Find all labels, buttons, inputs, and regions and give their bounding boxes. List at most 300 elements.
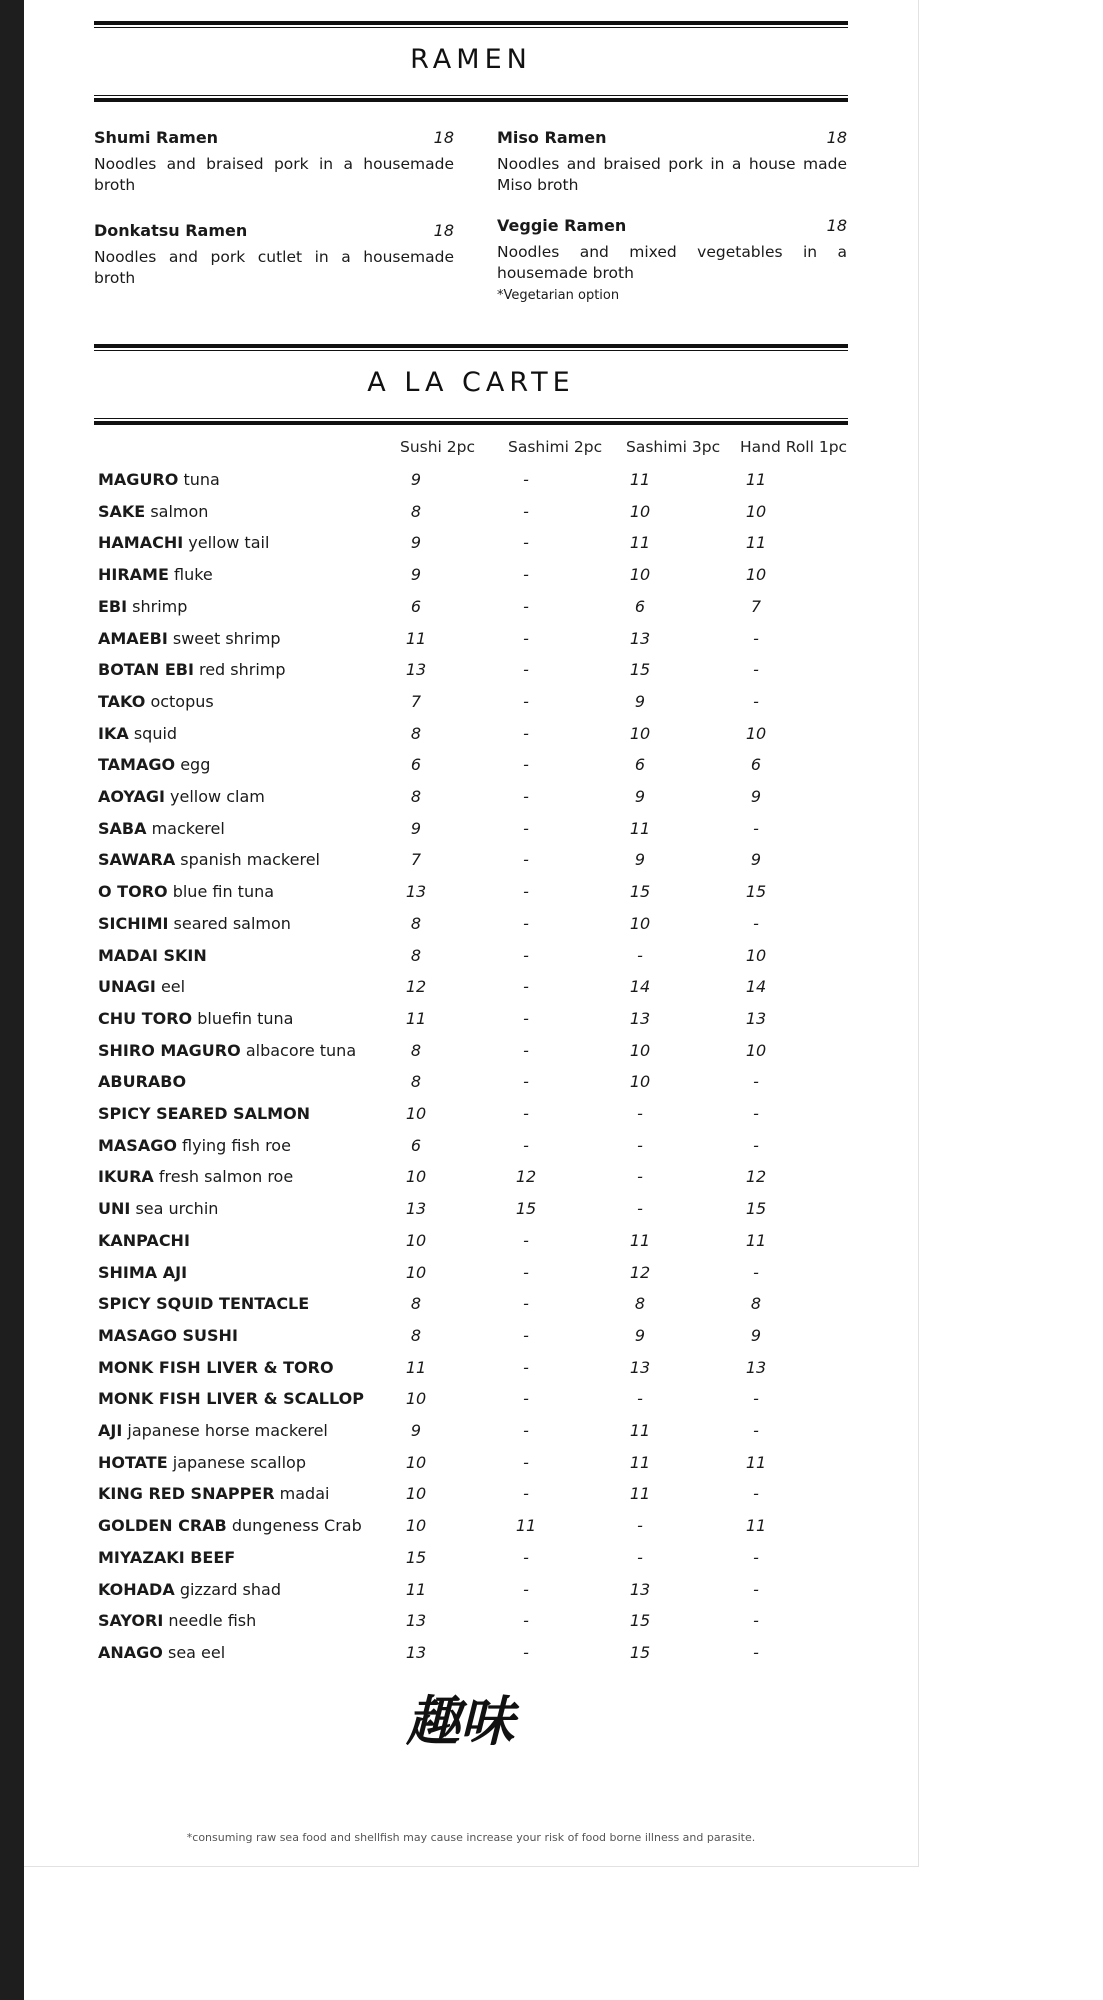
price-cell: - — [523, 850, 529, 870]
item-name-bold: SAWARA — [98, 850, 176, 870]
item-name-bold: SHIRO MAGURO — [98, 1040, 241, 1060]
price-cell: 11 — [405, 1579, 427, 1599]
ramen-desc: Noodles and mixed vegetables in a housemade broth — [497, 243, 847, 282]
price-cell: - — [523, 533, 529, 553]
item-name — [98, 724, 177, 743]
item-name-bold: KANPACHI — [98, 1230, 190, 1250]
ramen-price: 18 — [826, 128, 847, 147]
price-cell: - — [523, 1072, 529, 1092]
ramen-name: Miso Ramen — [497, 128, 607, 147]
item-name — [98, 1136, 291, 1155]
item-name-english: sea eel — [167, 1642, 226, 1662]
price-cell: 10 — [405, 1230, 427, 1250]
price-cell: - — [523, 1008, 529, 1028]
price-cell: 9 — [750, 850, 762, 870]
price-cell: 8 — [410, 723, 422, 743]
price-cell: 12 — [515, 1167, 537, 1187]
item-name-english: japanese horse mackerel — [127, 1421, 328, 1440]
table-row — [98, 977, 858, 1009]
price-cell: - — [637, 1389, 643, 1409]
price-cell: - — [523, 1389, 529, 1409]
price-cell: - — [523, 1262, 529, 1282]
item-name — [98, 946, 207, 965]
price-cell: - — [753, 1579, 759, 1599]
price-cell: 11 — [629, 1230, 651, 1250]
item-name-bold: SPICY SEARED SALMON — [98, 1104, 311, 1123]
ramen-item-miso — [497, 128, 847, 196]
price-cell: 15 — [745, 1199, 767, 1219]
ramen-title: RAMEN — [410, 44, 532, 75]
item-name — [98, 597, 187, 616]
price-cell: 9 — [410, 565, 422, 585]
price-cell: - — [523, 1040, 529, 1060]
item-name — [98, 914, 291, 933]
item-name-bold: O TORO — [98, 882, 168, 902]
item-name-bold: SAYORI — [98, 1611, 164, 1631]
item-name-bold: EBI — [98, 596, 128, 616]
item-name — [98, 1580, 281, 1599]
item-name-english: dungeness Crab — [231, 1516, 362, 1536]
item-name-bold: AOYAGI — [98, 787, 165, 806]
price-cell: 13 — [629, 1579, 651, 1599]
ramen-item-veggie — [497, 216, 847, 303]
table-row — [98, 533, 858, 565]
item-name-bold: HOTATE — [98, 1452, 168, 1472]
alacarte-rule — [94, 418, 848, 425]
price-cell: 13 — [405, 1642, 427, 1662]
price-cell: - — [523, 628, 529, 648]
price-cell: - — [753, 691, 759, 711]
item-name-bold: MADAI SKIN — [98, 945, 207, 965]
ramen-name: Donkatsu Ramen — [94, 221, 248, 240]
price-cell: 8 — [410, 1294, 422, 1314]
item-name-english: sea urchin — [135, 1199, 219, 1219]
table-row — [98, 755, 858, 787]
item-name — [98, 470, 220, 489]
price-cell: 10 — [745, 565, 767, 585]
price-cell: - — [523, 1579, 529, 1599]
item-name-english: salmon — [150, 501, 209, 521]
item-name — [98, 1231, 190, 1250]
item-name — [98, 755, 210, 774]
item-name-bold: SICHIMI — [98, 913, 169, 933]
price-cell: - — [523, 1611, 529, 1631]
price-cell: 9 — [634, 850, 646, 870]
price-cell: - — [523, 1547, 529, 1567]
price-cell: - — [523, 501, 529, 521]
item-name-english: sweet shrimp — [172, 628, 281, 648]
price-cell: 10 — [405, 1167, 427, 1187]
price-cell: - — [753, 1484, 759, 1504]
price-cell: 10 — [629, 723, 651, 743]
item-name-bold: ANAGO — [98, 1642, 163, 1662]
price-cell: 10 — [405, 1516, 427, 1536]
table-row — [98, 629, 858, 661]
item-name-bold: AJI — [98, 1421, 123, 1440]
table-row — [98, 1548, 858, 1580]
price-cell: 9 — [634, 787, 646, 806]
table-row — [98, 1072, 858, 1104]
price-cell: 13 — [405, 660, 427, 680]
price-cell: - — [637, 1167, 643, 1187]
item-name-bold: SABA — [98, 818, 147, 838]
item-name-english: flying fish roe — [182, 1135, 291, 1155]
item-name — [98, 660, 286, 679]
price-cell: - — [637, 1547, 643, 1567]
price-cell: 11 — [405, 1008, 427, 1028]
item-name — [98, 1453, 306, 1472]
price-cell: 10 — [629, 1040, 651, 1060]
ramen-price: 18 — [433, 221, 454, 240]
item-name-english: seared salmon — [173, 913, 291, 933]
price-cell: 10 — [405, 1484, 427, 1504]
vegetarian-note: *Vegetarian option — [497, 288, 620, 303]
price-cell: 6 — [634, 755, 646, 775]
price-cell: 10 — [405, 1104, 427, 1123]
ramen-name: Shumi Ramen — [94, 128, 219, 147]
price-cell: - — [523, 913, 529, 933]
item-name — [98, 1643, 225, 1662]
item-name-english: fresh salmon roe — [158, 1167, 294, 1187]
item-name — [98, 1326, 238, 1345]
price-cell: - — [523, 1421, 529, 1440]
item-name-english: needle fish — [168, 1611, 257, 1631]
price-cell: 13 — [629, 1357, 651, 1377]
price-cell: - — [523, 660, 529, 680]
item-name-bold: SAKE — [98, 501, 146, 521]
item-name — [98, 787, 265, 806]
item-name-bold: MIYAZAKI BEEF — [98, 1547, 236, 1567]
table-row — [98, 1231, 858, 1263]
price-cell: - — [637, 1516, 643, 1536]
price-cell: 13 — [405, 882, 427, 902]
table-row — [98, 850, 858, 882]
price-cell: 10 — [629, 501, 651, 521]
table-row — [98, 1294, 858, 1326]
price-cell: 11 — [629, 1421, 651, 1440]
shumi-calligraphy-logo — [370, 1686, 550, 1758]
price-cell: - — [523, 470, 529, 489]
item-name — [98, 1294, 309, 1313]
item-name-bold: ABURABO — [98, 1072, 187, 1092]
item-name — [98, 977, 185, 996]
raw-food-disclaimer: *consuming raw sea food and shellfish may cause increase your risk of food borne illness and parasite. — [186, 1831, 756, 1844]
price-cell: - — [523, 977, 529, 997]
ramen-desc: Noodles and braised pork in a house made Miso broth — [497, 155, 847, 194]
item-name-bold: SHIMA AJI — [98, 1262, 188, 1282]
price-cell: 7 — [410, 850, 422, 870]
price-cell: 11 — [745, 470, 767, 489]
price-cell: 15 — [515, 1199, 537, 1219]
alacarte-top-rule — [94, 344, 848, 351]
price-cell: 13 — [405, 1199, 427, 1219]
item-name — [98, 1041, 356, 1060]
item-name — [98, 1104, 310, 1123]
column-header-sushi-2pc: Sushi 2pc — [400, 438, 476, 456]
price-cell: - — [753, 1642, 759, 1662]
item-name — [98, 1167, 293, 1186]
ramen-price: 18 — [826, 216, 847, 235]
price-cell: 7 — [410, 691, 422, 711]
price-cell: 6 — [410, 596, 422, 616]
table-row — [98, 946, 858, 978]
price-cell: 7 — [750, 596, 762, 616]
price-cell: 15 — [629, 1611, 651, 1631]
item-name-bold: CHU TORO — [98, 1008, 193, 1028]
ramen-desc: Noodles and braised pork in a housemade broth — [94, 155, 454, 194]
price-cell: - — [523, 1452, 529, 1472]
price-cell: 11 — [745, 1452, 767, 1472]
price-cell: 8 — [634, 1294, 646, 1314]
price-cell: 9 — [634, 1325, 646, 1345]
column-header-sashimi-2pc: Sashimi 2pc — [508, 438, 603, 456]
table-row — [98, 724, 858, 756]
price-cell: 15 — [405, 1547, 427, 1567]
item-name-english: red shrimp — [198, 660, 286, 680]
item-name-bold: MONK FISH LIVER & TORO — [98, 1357, 334, 1377]
logo-text: 趣味 — [406, 1689, 514, 1753]
item-name-english: fluke — [174, 565, 213, 585]
price-cell: 8 — [410, 501, 422, 521]
item-name — [98, 882, 274, 901]
price-cell: 12 — [745, 1167, 767, 1187]
table-row — [98, 470, 858, 502]
table-row — [98, 1580, 858, 1612]
price-cell: 10 — [629, 565, 651, 585]
item-name — [98, 1421, 328, 1440]
price-cell: - — [753, 628, 759, 648]
table-row — [98, 1516, 858, 1548]
price-cell: 10 — [745, 945, 767, 965]
price-cell: - — [523, 691, 529, 711]
item-name-english: mackerel — [151, 818, 225, 838]
table-row — [98, 1104, 858, 1136]
price-cell: 10 — [629, 913, 651, 933]
price-cell: 10 — [745, 1040, 767, 1060]
price-cell: 8 — [410, 945, 422, 965]
item-name — [98, 1389, 364, 1408]
price-cell: 11 — [515, 1516, 537, 1536]
item-name — [98, 819, 225, 838]
item-name-english: spanish mackerel — [180, 850, 320, 870]
price-cell: 15 — [629, 1642, 651, 1662]
item-name-english: egg — [180, 755, 211, 775]
price-cell: 13 — [629, 1008, 651, 1028]
item-name-bold: AMAEBI — [98, 628, 168, 648]
price-cell: 8 — [410, 787, 422, 806]
price-cell: 10 — [405, 1452, 427, 1472]
table-row — [98, 565, 858, 597]
price-cell: - — [523, 1104, 529, 1123]
top-rule — [94, 21, 848, 28]
item-name-bold: BOTAN EBI — [98, 660, 194, 680]
price-cell: 11 — [405, 628, 427, 648]
table-row — [98, 1358, 858, 1390]
price-cell: 9 — [750, 1325, 762, 1345]
price-cell: 11 — [745, 1230, 767, 1250]
item-name-english: blue fin tuna — [172, 882, 275, 902]
price-cell: - — [637, 1199, 643, 1219]
price-cell: 15 — [629, 882, 651, 902]
table-row — [98, 1453, 858, 1485]
price-cell: 8 — [410, 1325, 422, 1345]
price-cell: 6 — [410, 1135, 422, 1155]
table-row — [98, 1136, 858, 1168]
item-name-bold: MASAGO SUSHI — [98, 1325, 238, 1345]
item-name-bold: IKA — [98, 723, 129, 743]
price-cell: 13 — [745, 1008, 767, 1028]
ramen-name: Veggie Ramen — [497, 216, 627, 235]
price-cell: 14 — [745, 977, 767, 997]
price-cell: - — [523, 1294, 529, 1314]
item-name-bold: MASAGO — [98, 1135, 177, 1155]
price-cell: 6 — [634, 596, 646, 616]
item-name — [98, 629, 281, 648]
item-name-bold: GOLDEN CRAB — [98, 1516, 227, 1536]
table-row — [98, 692, 858, 724]
price-cell: - — [753, 818, 759, 838]
price-cell: - — [523, 787, 529, 806]
price-cell: 11 — [629, 818, 651, 838]
item-name-english: eel — [160, 977, 186, 997]
price-cell: - — [523, 1642, 529, 1662]
item-name — [98, 1611, 256, 1630]
item-name — [98, 502, 208, 521]
table-row — [98, 787, 858, 819]
price-cell: 14 — [629, 977, 651, 997]
ramen-rule — [94, 95, 848, 102]
price-cell: 11 — [629, 470, 651, 489]
price-cell: - — [523, 565, 529, 585]
price-cell: 9 — [410, 470, 422, 489]
item-name-bold: SPICY SQUID TENTACLE — [98, 1294, 310, 1314]
price-cell: - — [753, 913, 759, 933]
table-row — [98, 1199, 858, 1231]
item-name-bold: UNAGI — [98, 977, 156, 997]
item-name — [98, 1263, 187, 1282]
table-row — [98, 502, 858, 534]
price-cell: - — [523, 596, 529, 616]
price-cell: 12 — [405, 977, 427, 997]
price-cell: - — [523, 723, 529, 743]
price-cell: 8 — [750, 1294, 762, 1314]
item-name-english: squid — [133, 723, 178, 743]
price-cell: - — [753, 1547, 759, 1567]
item-name-bold: KOHADA — [98, 1579, 175, 1599]
price-cell: - — [523, 882, 529, 902]
item-name-bold: UNI — [98, 1199, 131, 1219]
price-cell: 10 — [405, 1389, 427, 1409]
price-cell: - — [637, 945, 643, 965]
price-cell: 11 — [405, 1357, 427, 1377]
price-cell: 11 — [629, 1484, 651, 1504]
price-cell: - — [523, 755, 529, 775]
table-row — [98, 1326, 858, 1358]
price-cell: 9 — [750, 787, 762, 806]
item-name-english: gizzard shad — [179, 1579, 281, 1599]
item-name — [98, 1484, 329, 1503]
price-cell: 6 — [410, 755, 422, 775]
item-name-english: tuna — [183, 470, 220, 489]
price-cell: - — [523, 945, 529, 965]
price-cell: 11 — [629, 533, 651, 553]
item-name-bold: HIRAME — [98, 565, 169, 585]
price-cell: 6 — [750, 755, 762, 775]
price-cell: - — [753, 1389, 759, 1409]
price-cell: 15 — [745, 882, 767, 902]
item-name-english: yellow tail — [188, 533, 270, 553]
column-header-sashimi-3pc: Sashimi 3pc — [626, 438, 721, 456]
item-name-bold: HAMACHI — [98, 533, 184, 553]
price-cell: 9 — [410, 1421, 422, 1440]
item-name — [98, 533, 269, 552]
price-cell: - — [523, 1325, 529, 1345]
price-cell: - — [753, 1262, 759, 1282]
price-cell: - — [637, 1135, 643, 1155]
price-cell: 9 — [634, 691, 646, 711]
table-row — [98, 1643, 858, 1675]
table-row — [98, 1389, 858, 1421]
price-cell: 8 — [410, 1072, 422, 1092]
price-cell: 10 — [405, 1262, 427, 1282]
item-name — [98, 1548, 235, 1567]
price-cell: 15 — [629, 660, 651, 680]
price-cell: - — [523, 1357, 529, 1377]
item-name-bold: MAGURO — [98, 470, 179, 489]
alacarte-title: A LA CARTE — [367, 367, 575, 398]
item-name — [98, 1516, 362, 1535]
item-name-bold: TAKO — [98, 691, 146, 711]
price-cell: - — [753, 1135, 759, 1155]
price-cell: - — [753, 1104, 759, 1123]
price-cell: 8 — [410, 1040, 422, 1060]
table-row — [98, 1167, 858, 1199]
item-name-bold: MONK FISH LIVER & SCALLOP — [98, 1389, 364, 1409]
price-cell: - — [637, 1104, 643, 1123]
item-name — [98, 1199, 218, 1218]
price-cell: 9 — [410, 818, 422, 838]
item-name — [98, 850, 320, 869]
price-cell: - — [753, 1072, 759, 1092]
item-name — [98, 1009, 293, 1028]
price-cell: - — [523, 818, 529, 838]
price-cell: 13 — [629, 628, 651, 648]
table-row — [98, 1484, 858, 1516]
item-name-english: madai — [279, 1484, 330, 1504]
table-row — [98, 1009, 858, 1041]
price-cell: 10 — [745, 723, 767, 743]
table-row — [98, 882, 858, 914]
table-row — [98, 1611, 858, 1643]
price-cell: - — [523, 1135, 529, 1155]
item-name-english: shrimp — [132, 596, 188, 616]
item-name-english: albacore tuna — [245, 1040, 357, 1060]
price-cell: 12 — [629, 1262, 651, 1282]
price-cell: 11 — [745, 533, 767, 553]
item-name — [98, 1072, 186, 1091]
price-cell: - — [523, 1230, 529, 1250]
price-cell: - — [753, 1611, 759, 1631]
item-name — [98, 565, 213, 584]
table-row — [98, 819, 858, 851]
price-cell: 13 — [745, 1357, 767, 1377]
ramen-item-shumi — [94, 128, 454, 196]
table-row — [98, 1041, 858, 1073]
item-name — [98, 1358, 334, 1377]
price-cell: - — [753, 660, 759, 680]
ramen-item-donkatsu — [94, 221, 454, 289]
price-cell: 10 — [629, 1072, 651, 1092]
